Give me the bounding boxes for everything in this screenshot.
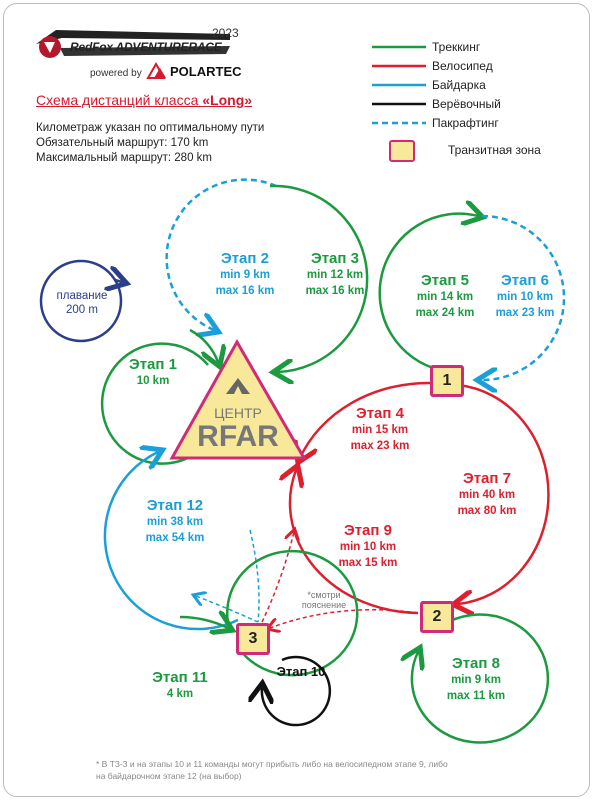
stage-1-distance: 10 km bbox=[136, 375, 170, 387]
center-main-label: RFAR bbox=[197, 420, 279, 453]
stage-1-label bbox=[118, 357, 188, 389]
stage-7-min: min 40 km bbox=[458, 489, 516, 501]
stage-4-label bbox=[340, 406, 420, 454]
stage-4-min: min 15 km bbox=[351, 424, 409, 436]
stage-6-label bbox=[485, 273, 565, 321]
brand-name: RedFox ADVENTURERACE bbox=[70, 40, 222, 54]
stage-11-distance: 4 km bbox=[166, 688, 194, 700]
stage-11-name: Этап 11 bbox=[152, 669, 208, 686]
stage-10-name: Этап 10 bbox=[276, 664, 326, 679]
transit-zone-2: 2 bbox=[420, 601, 454, 633]
stage-12-max: max 54 km bbox=[145, 532, 205, 544]
info-line-3: Максимальный маршрут: 280 km bbox=[36, 152, 212, 164]
stage-2-min: min 9 km bbox=[220, 269, 270, 281]
tz3-return-route bbox=[262, 532, 294, 622]
footnote: * В ТЗ-3 и на этапы 10 и 11 команды могут прибыть либо на велосипедном этапе 9, либо на байдарочном этапе 12 (на выбор) bbox=[96, 759, 448, 781]
stage-5-max: max 24 km bbox=[415, 307, 475, 319]
legend-trekking: Треккинг bbox=[432, 40, 481, 54]
stage-4-max: max 23 km bbox=[350, 440, 410, 452]
stage-2-max: max 16 km bbox=[215, 285, 275, 297]
powered-by-label: powered by bbox=[90, 68, 142, 79]
stage-6-name: Этап 6 bbox=[501, 272, 549, 289]
stage-7-label bbox=[447, 471, 527, 519]
stage-8-name: Этап 8 bbox=[452, 655, 500, 672]
stage-5-label bbox=[405, 273, 485, 321]
legend-packraft: Пакрафтинг bbox=[432, 116, 499, 130]
stage-3-label bbox=[295, 251, 375, 299]
legend-bike: Велосипед bbox=[432, 59, 493, 73]
polartec-logo bbox=[148, 64, 166, 78]
stage-9-name: Этап 9 bbox=[344, 522, 392, 539]
legend-transit-swatch bbox=[389, 140, 415, 162]
stage-2-name: Этап 2 bbox=[221, 250, 269, 267]
stage-12-name: Этап 12 bbox=[146, 497, 204, 514]
stage-2-label bbox=[205, 251, 285, 299]
stage-9-alt-route bbox=[270, 610, 418, 628]
stage-8-label bbox=[436, 656, 516, 704]
legend-lines bbox=[372, 47, 426, 123]
stage-12-min: min 38 km bbox=[146, 516, 204, 528]
stage-9-max: max 15 km bbox=[338, 557, 398, 569]
stage-8-max: max 11 km bbox=[446, 690, 506, 702]
transit-zone-1: 1 bbox=[430, 365, 464, 397]
stage-9-min: min 10 km bbox=[339, 541, 397, 553]
info-line-2: Обязательный маршрут: 170 km bbox=[36, 137, 209, 149]
stage-7-max: max 80 km bbox=[457, 505, 517, 517]
stage-3-max: max 16 km bbox=[305, 285, 365, 297]
swim-value: 200 m bbox=[66, 304, 98, 316]
stage-5-min: min 14 km bbox=[416, 291, 474, 303]
stage-6-min: min 10 km bbox=[496, 291, 554, 303]
stage-3-min: min 12 km bbox=[306, 269, 364, 281]
sponsor-name: POLARTEC bbox=[170, 64, 242, 79]
stage-1-arrow bbox=[190, 330, 218, 362]
stage-1-name: Этап 1 bbox=[129, 356, 177, 373]
stage-3-name: Этап 3 bbox=[311, 250, 359, 267]
swim-name: плавание bbox=[56, 290, 108, 302]
stage-9-label bbox=[328, 523, 408, 571]
page-title bbox=[36, 92, 252, 108]
info-line-1: Километраж указан по оптимальному пути bbox=[36, 122, 265, 134]
legend-kayak: Байдарка bbox=[432, 78, 486, 92]
stage-7-name: Этап 7 bbox=[463, 470, 511, 487]
stage-8-min: min 9 km bbox=[451, 674, 501, 686]
see-note: *смотри пояснение bbox=[301, 590, 347, 610]
title-class: «Long» bbox=[202, 92, 253, 108]
year-label: 2023 bbox=[212, 26, 239, 40]
stage-10-label bbox=[266, 664, 336, 680]
center-top-label: ЦЕНТР bbox=[214, 405, 262, 421]
title-prefix: Схема дистанций класса bbox=[36, 92, 203, 108]
legend-rope: Верёвочный bbox=[432, 97, 501, 111]
stage-5-name: Этап 5 bbox=[421, 272, 469, 289]
stage-11-label bbox=[140, 670, 220, 702]
stage-12-alt-route bbox=[250, 530, 259, 622]
transit-zone-3: 3 bbox=[236, 623, 270, 655]
legend-transit: Транзитная зона bbox=[448, 143, 541, 157]
stage-6-max: max 23 km bbox=[495, 307, 555, 319]
stage-12-label bbox=[135, 498, 215, 546]
swim-label bbox=[54, 289, 110, 317]
stage-4-name: Этап 4 bbox=[356, 405, 404, 422]
